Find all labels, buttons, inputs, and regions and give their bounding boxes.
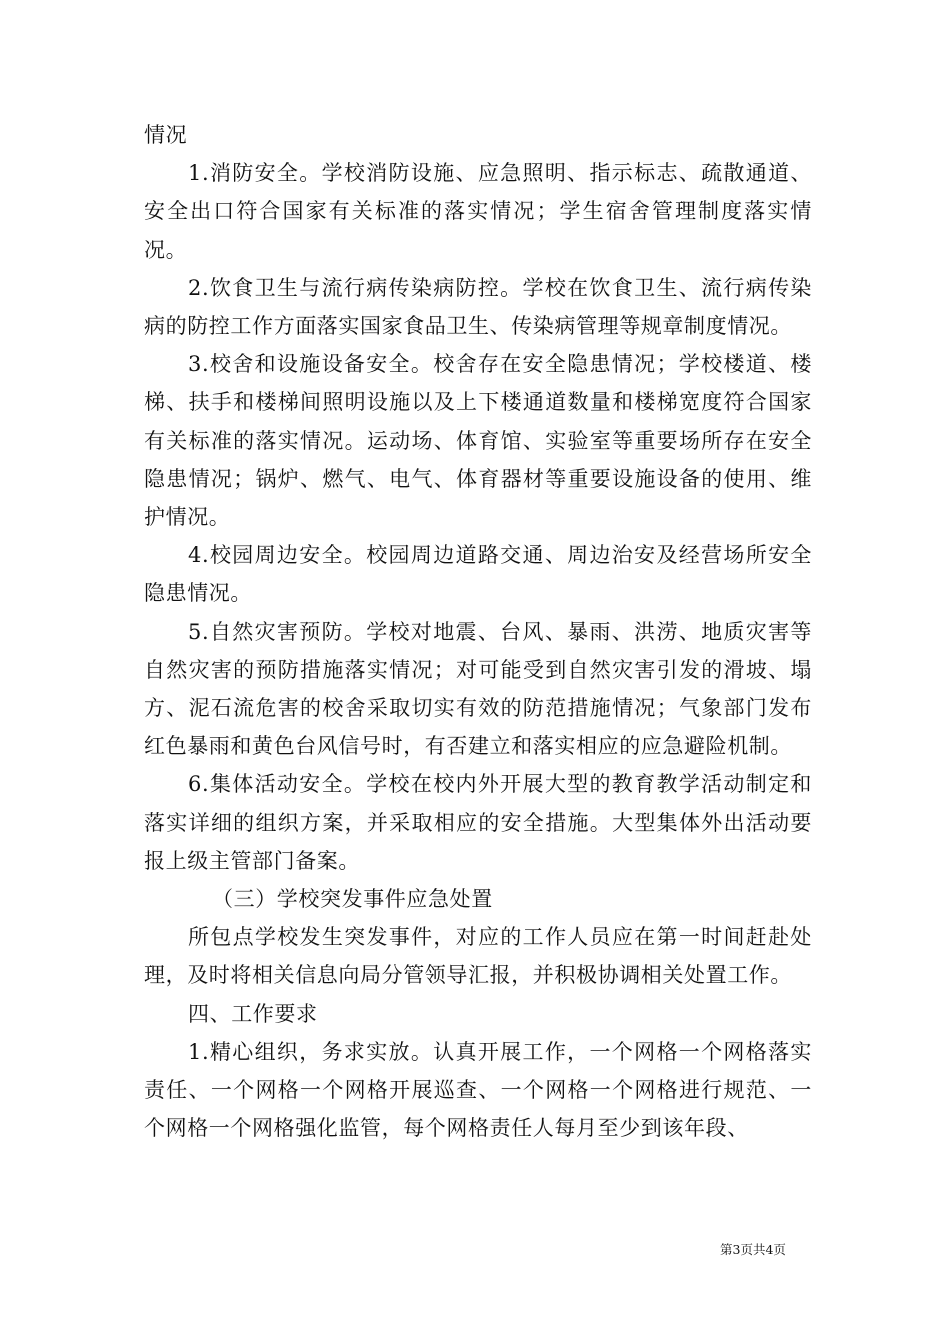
document-body [144, 116, 812, 1147]
page-number-footer: 第3页共4页 [720, 1242, 786, 1257]
section-heading-requirements: 四、工作要求 [188, 1001, 318, 1026]
paragraph-building-safety: 3.校舍和设施设备安全。校舍存在安全隐患情况；学校楼道、楼梯、扶手和楼梯间照明设施以及上下楼通道数量和楼梯宽度符合国家有关标准的落实情况。运动场、体育馆、实验室等重要场所存在安全隐患情况；锅炉、燃气、电气、体育器材等重要设施设备的使用、维护情况。 [144, 352, 812, 530]
paragraph-fire-safety: 1.消防安全。学校消防设施、应急照明、指示标志、疏散通道、安全出口符合国家有关标准的落实情况；学生宿舍管理制度落实情况。 [144, 161, 812, 262]
paragraph-food-hygiene: 2.饮食卫生与流行病传染病防控。学校在饮食卫生、流行病传染病的防控工作方面落实国家食品卫生、传染病管理等规章制度情况。 [144, 275, 812, 339]
paragraph-campus-surroundings: 4.校园周边安全。校园周边道路交通、周边治安及经营场所安全隐患情况。 [144, 543, 812, 606]
paragraph-natural-disaster: 5.自然灾害预防。学校对地震、台风、暴雨、洪涝、地质灾害等自然灾害的预防措施落实情况；对可能受到自然灾害引发的滑坡、塌方、泥石流危害的校舍采取切实有效的防范措施情况；气象部门发布红色暴雨和黄色台风信号时，有否建立和落实相应的应急避险机制。 [144, 619, 812, 759]
paragraph-continuation: 情况 [144, 123, 188, 147]
paragraph-organization: 1.精心组织，务求实放。认真开展工作，一个网格一个网格落实责任、一个网格一个网格开展巡查、一个网格一个网格进行规范、一个网格一个网格强化监管，每个网格责任人每月至少到该年段、 [144, 1039, 812, 1141]
paragraph-group-activity: 6.集体活动安全。学校在校内外开展大型的教育教学活动制定和落实详细的组织方案，并采取相应的安全措施。大型集体外出活动要报上级主管部门备案。 [144, 772, 812, 873]
paragraph-emergency-handling: 所包点学校发生突发事件，对应的工作人员应在第一时间赶赴处理，及时将相关信息向局分管领导汇报，并积极协调相关处置工作。 [144, 925, 812, 988]
section-heading-emergency: （三）学校突发事件应急处置 [212, 887, 493, 912]
